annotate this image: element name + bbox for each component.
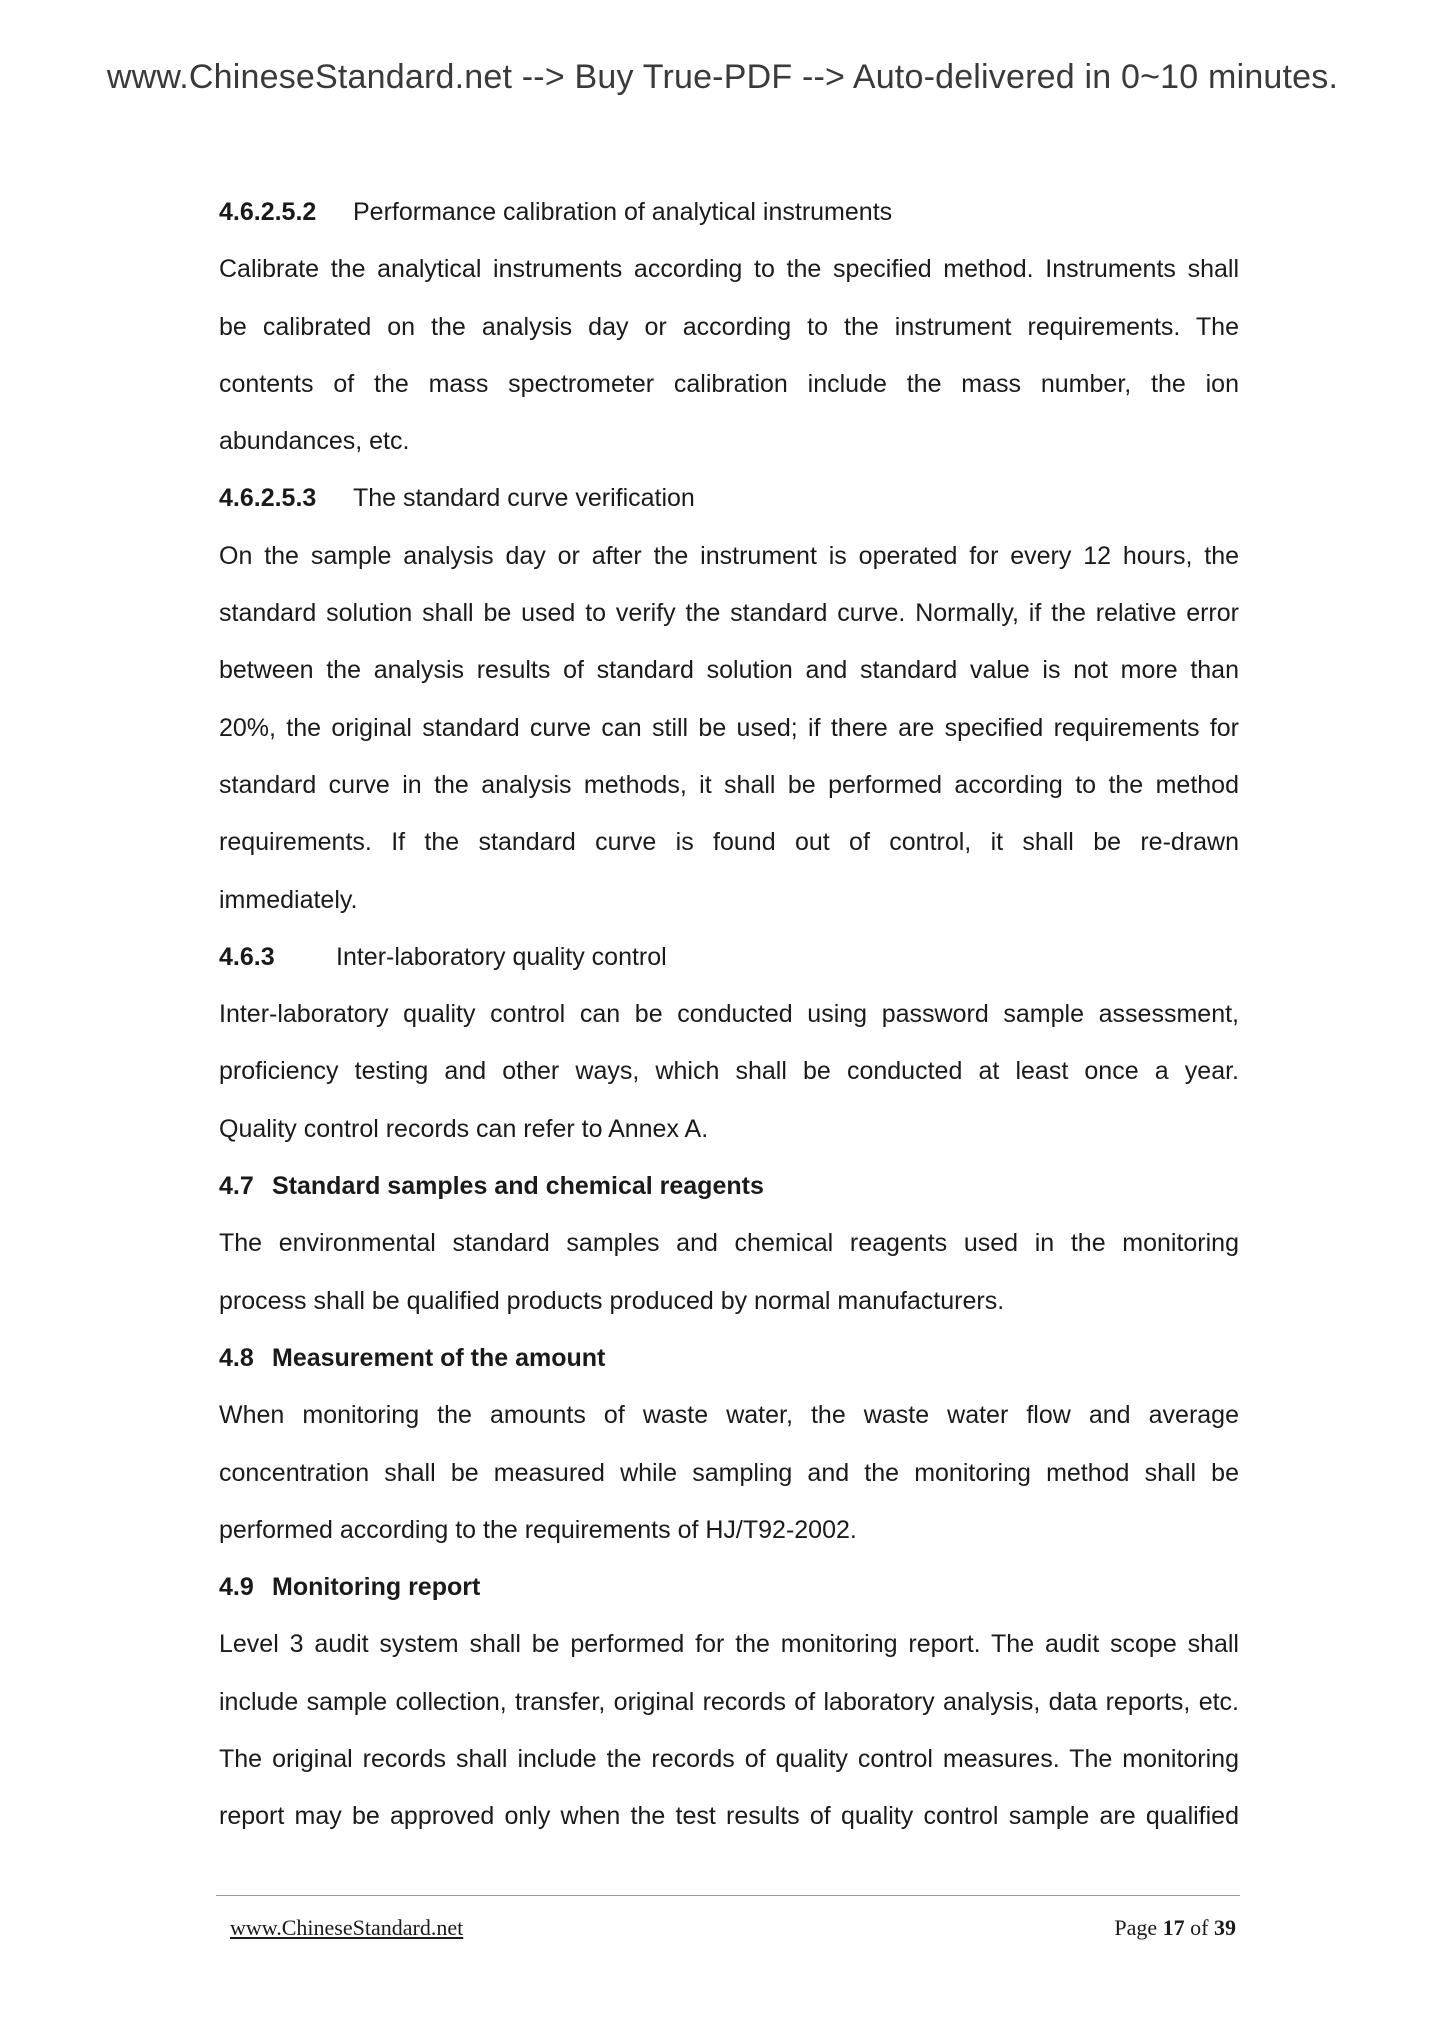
- section-heading-4-7: [219, 1158, 1239, 1215]
- paragraph-line: Level 3 audit system shall be performed for the monitoring report. The audit scope shall: [219, 1630, 1239, 1659]
- paragraph-line: performed according to the requirements of HJ/T92-2002.: [219, 1515, 857, 1544]
- paragraph-line: be calibrated on the analysis day or according to the instrument requirements. The: [219, 312, 1239, 341]
- page-of-label: of: [1190, 1915, 1209, 1940]
- footer-divider: [216, 1895, 1240, 1896]
- paragraph-line: immediately.: [219, 885, 358, 914]
- paragraph-line: The environmental standard samples and chemical reagents used in the monitoring: [219, 1229, 1239, 1258]
- section-heading-4-6-2-5-3: [219, 470, 1239, 527]
- section-heading-4-6-3: [219, 929, 1239, 986]
- paragraph-line: The original records shall include the records of quality control measures. The monitoring: [219, 1745, 1239, 1774]
- section-title: Performance calibration of analytical instruments: [353, 198, 893, 226]
- section-number: 4.6.2.5.3: [219, 484, 317, 513]
- section-title: The standard curve verification: [353, 484, 695, 513]
- page-label: Page: [1114, 1915, 1158, 1940]
- section-number: 4.7: [219, 1172, 254, 1201]
- paragraph-line: When monitoring the amounts of waste water, the waste water flow and average: [219, 1401, 1239, 1430]
- section-title: Standard samples and chemical reagents: [272, 1172, 764, 1201]
- section-heading-4-8: [219, 1330, 1239, 1387]
- paragraph-line: abundances, etc.: [219, 427, 410, 456]
- paragraph-line: standard curve in the analysis methods, it shall be performed according to the method: [219, 770, 1239, 799]
- paragraph-line: Inter-laboratory quality control can be conducted using password sample assessment,: [219, 1000, 1239, 1029]
- section-title: Monitoring report: [272, 1573, 481, 1602]
- paragraph-line: requirements. If the standard curve is found out of control, it shall be re-drawn: [219, 828, 1239, 857]
- section-title: Measurement of the amount: [272, 1343, 606, 1372]
- paragraph-line: Calibrate the analytical instruments according to the specified method. Instruments shall: [219, 255, 1239, 284]
- paragraph-line: between the analysis results of standard solution and standard value is not more than: [219, 656, 1239, 685]
- section-number: 4.9: [219, 1573, 254, 1602]
- page-total: 39: [1214, 1915, 1236, 1940]
- page-current: 17: [1162, 1915, 1185, 1940]
- paragraph-line: 20%, the original standard curve can still be used; if there are specified requirements for: [219, 713, 1239, 742]
- paragraph-line: contents of the mass spectrometer calibration include the mass number, the ion: [219, 369, 1239, 398]
- section-number: 4.8: [219, 1343, 254, 1372]
- section-number: 4.6.2.5.2: [219, 198, 317, 226]
- paragraph-line: proficiency testing and other ways, which shall be conducted at least once a year.: [219, 1057, 1239, 1086]
- paragraph-line: process shall be qualified products produced by normal manufacturers.: [219, 1286, 1005, 1315]
- paragraph-line: Quality control records can refer to Annex A.: [219, 1114, 709, 1143]
- top-banner: www.ChineseStandard.net --> Buy True-PDF --> Auto-delivered in 0~10 minutes.: [106, 58, 1339, 96]
- document-body: [219, 184, 1239, 1846]
- section-heading-4-6-2-5-2: [219, 184, 1239, 241]
- section-number: 4.6.3: [219, 942, 275, 971]
- paragraph-line: concentration shall be measured while sampling and the monitoring method shall be: [219, 1458, 1239, 1487]
- paragraph-line: include sample collection, transfer, original records of laboratory analysis, data reports, etc.: [219, 1687, 1239, 1716]
- paragraph-line: report may be approved only when the test results of quality control sample are qualified: [219, 1802, 1239, 1831]
- section-heading-4-9: [219, 1559, 1239, 1616]
- section-title: Inter-laboratory quality control: [336, 942, 667, 971]
- paragraph-line: On the sample analysis day or after the instrument is operated for every 12 hours, the: [219, 541, 1239, 570]
- paragraph-line: standard solution shall be used to verify the standard curve. Normally, if the relative error: [219, 599, 1239, 628]
- page-indicator: [1114, 1915, 1236, 1941]
- footer-website-link[interactable]: www.ChineseStandard.net: [230, 1915, 464, 1940]
